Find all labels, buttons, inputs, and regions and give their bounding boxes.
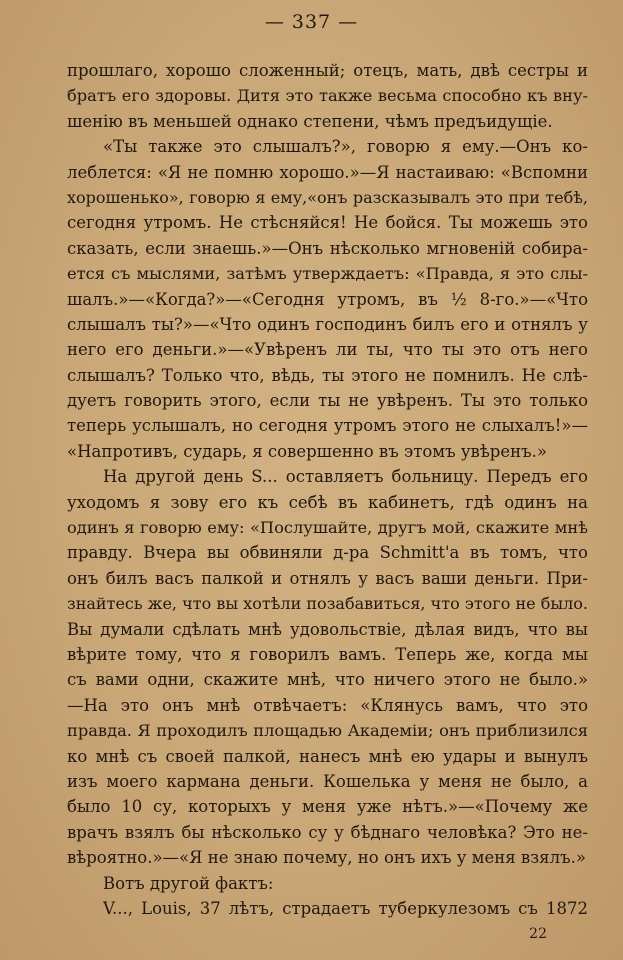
text-line: «Ты также это слышалъ?», говорю я ему.—Онъ ко- — [103, 137, 588, 157]
body-text — [67, 58, 588, 921]
text-line: правду. Вчера вы обвиняли д-ра Schmitt'а въ томъ, что — [67, 543, 588, 563]
text-line: дуетъ говорить этого, если ты не увѣренъ. Ты это только — [67, 391, 588, 411]
text-line: изъ моего кармана деньги. Кошелька у меня не было, а — [67, 771, 588, 791]
text-line: онъ билъ васъ палкой и отнялъ у васъ ваши деньги. При- — [67, 568, 588, 588]
text-line: V..., Louis, 37 лѣтъ, страдаетъ туберкулезомъ съ 1872 — [103, 898, 588, 918]
text-line: было 10 су, которыхъ у меня уже нѣтъ.»—«Почему же — [67, 797, 588, 817]
text-line: теперь услышалъ, но сегодня утромъ этого не слыхалъ!»— — [67, 416, 588, 436]
text-line: одинъ я говорю ему: «Послушайте, другъ мой, скажите мнѣ — [67, 518, 588, 538]
text-line: шенію въ меньшей однако степени, чѣмъ предъидущіе. — [67, 111, 553, 131]
text-line: —На это онъ мнѣ отвѣчаетъ: «Клянусь вамъ, что это — [67, 695, 588, 715]
text-line: братъ его здоровы. Дитя это также весьма способно къ вну- — [67, 86, 588, 106]
text-line: слышалъ? Только что, вѣдь, ты этого не помнилъ. Не слѣ- — [67, 365, 588, 385]
text-line: съ вами одни, скажите мнѣ, что ничего этого не было.» — [67, 670, 588, 690]
text-line: уходомъ я зову его къ себѣ въ кабинетъ, гдѣ одинъ на — [67, 492, 588, 512]
text-line: вѣроятно.»—«Я не знаю почему, но онъ ихъ у меня взялъ.» — [67, 848, 586, 868]
text-line: На другой день S... оставляетъ больницу. Передъ его — [103, 467, 588, 487]
text-line: него его деньги.»—«Увѣренъ ли ты, что ты это отъ него — [67, 340, 588, 360]
text-line: хорошенько», говорю я ему,«онъ разсказывалъ это при тебѣ, — [67, 187, 588, 207]
page-number: — 337 — — [264, 11, 359, 33]
text-line: сегодня утромъ. Не стѣсняйся! Не бойся. Ты можешь это — [67, 213, 588, 233]
text-line: слышалъ ты?»—«Что одинъ господинъ билъ его и отнялъ у — [67, 314, 588, 334]
printer-signature-mark: 22 — [529, 926, 547, 942]
text-line: ется съ мыслями, затѣмъ утверждаетъ: «Правда, я это слы- — [67, 264, 588, 284]
text-line: вѣрите тому, что я говорилъ вамъ. Теперь же, когда мы — [67, 644, 588, 664]
text-line: леблется: «Я не помню хорошо.»—Я настаиваю: «Вспомни — [67, 162, 588, 182]
text-line: знайтесь же, что вы хотѣли позабавиться, что этого не было. — [67, 594, 588, 614]
text-line: правда. Я проходилъ площадью Академіи; онъ приблизился — [67, 721, 588, 741]
text-line: сказать, если знаешь.»—Онъ нѣсколько мгновеній собира- — [67, 238, 588, 258]
text-line: Вы думали сдѣлать мнѣ удовольствіе, дѣлая видъ, что вы — [67, 619, 588, 639]
text-line: ко мнѣ съ своей палкой, нанесъ мнѣ ею удары и вынулъ — [67, 746, 588, 766]
text-line: прошлаго, хорошо сложенный; отецъ, мать, двѣ сестры и — [67, 61, 588, 80]
text-line: «Напротивъ, сударь, я совершенно въ этомъ увѣренъ.» — [67, 441, 547, 461]
text-line: шалъ.»—«Когда?»—«Сегодня утромъ, въ ½ 8-го.»—«Что — [67, 289, 588, 309]
text-line: врачъ взялъ бы нѣсколько су у бѣднаго человѣка? Это не- — [67, 822, 588, 842]
text-line: Вотъ другой фактъ: — [103, 873, 274, 893]
